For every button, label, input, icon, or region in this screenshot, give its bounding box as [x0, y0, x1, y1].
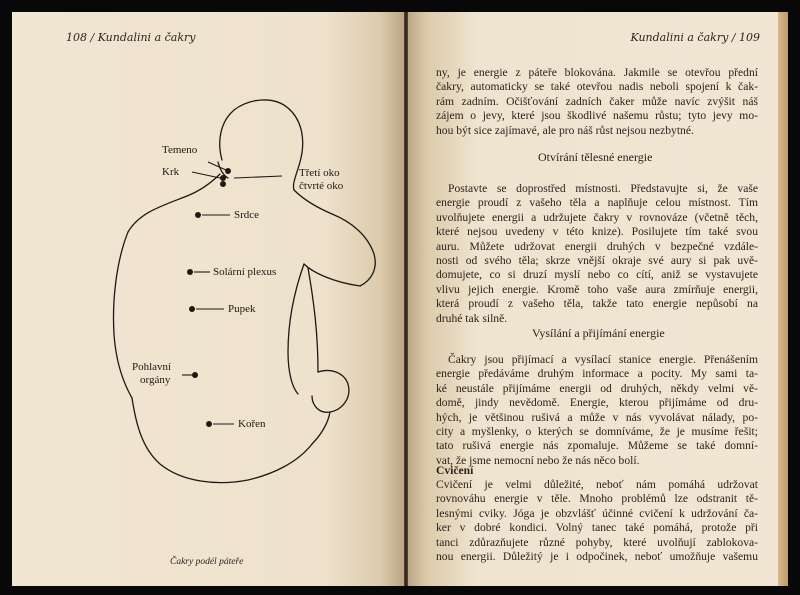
- text-line: domě, jindy nevědomě. Energie, kterou přijímáme od dru-: [436, 396, 758, 410]
- chakra-dot-krk: [220, 175, 226, 181]
- label-organy: orgány: [140, 374, 171, 386]
- text-line: Cvičení je velmi důležité, neboť nám pomáhá udržovat: [436, 478, 758, 491]
- text-line: ké neustále přijímáme energii od druhých, někdy velmi vě-: [436, 381, 758, 395]
- text-line: které nejsou uvedeny v této knize). Posilujete tím také svou: [436, 225, 758, 239]
- text-line: vat, že jsme nemocní nebo že nás něco bolí.: [436, 453, 640, 467]
- chakra-dot-pohlavni: [192, 372, 198, 378]
- chakra-points: [187, 168, 231, 427]
- chakra-dot-treti-oko: [220, 181, 226, 187]
- text-line: druhé tak silně.: [436, 311, 508, 325]
- section2-paragraph: [436, 353, 758, 468]
- text-line: lesnými cviky. Jóga je obzvlášť účinné cvičení k udržování ča-: [436, 506, 758, 520]
- text-line: rovnováhu energie v těle. Mnoho problémů lze odstranit tě-: [436, 492, 758, 506]
- text-line: zájem o jevy, které jsou škodlivé našemu růstu; tyto jevy mo-: [436, 109, 758, 123]
- intro-paragraph: [436, 66, 758, 138]
- right-page: [408, 12, 788, 586]
- text-line: nosti od svého těla; skrze vnější okraje své aury si pak uvě-: [436, 254, 758, 268]
- leader-lines: [182, 162, 282, 424]
- book-spread: [12, 12, 788, 586]
- text-line: čakry, automaticky se také otevřou nadis neboli spojení k čak-: [436, 80, 758, 94]
- body-outline-drawing: [12, 72, 404, 502]
- right-running-head: Kundalini a čakry / 109: [630, 31, 760, 44]
- text-line: Čakry jsou přijímací a vysílací stanice energie. Přenášením: [448, 353, 758, 366]
- chakra-dot-srdce: [195, 212, 201, 218]
- text-line: auru. Můžete udržovat energii druhých v bezpečné vzdále-: [436, 239, 758, 253]
- chakra-dot-pupek: [189, 306, 195, 312]
- chakra-dot-koren: [206, 421, 212, 427]
- text-line: uvolňujete energii a udržujete čakry v rovnováze (včetně těch,: [436, 210, 758, 224]
- text-line: tato rušivá energie nás zpomaluje. Můžeme se také domní-: [436, 439, 758, 453]
- text-line: city a myšlenky, o kterých se domníváme, že je musíme řešit;: [436, 425, 758, 439]
- text-line: ny, je energie z páteře blokována. Jakmile se otevřou přední: [436, 66, 758, 79]
- chakra-dot-solarni-plexus: [187, 269, 193, 275]
- chakra-figure: [12, 72, 404, 502]
- label-solarni-plexus: Solární plexus: [213, 266, 277, 278]
- label-pohlavni: Pohlavní: [132, 361, 172, 373]
- subheading-cviceni: Cvičení: [436, 464, 474, 477]
- text-line: hou být sice zajímavé, ale pro náš růst nejsou nezbytné.: [436, 123, 694, 137]
- text-line: Postavte se doprostřed místnosti. Představujte si, že vaše: [448, 182, 758, 195]
- text-line: hých, je většinou rušivá a může v nás vyvolávat nálady, po-: [436, 410, 758, 424]
- text-line: tanci zdůrazňujete různé pohyby, které uvolňují zablokova-: [436, 535, 758, 549]
- label-temeno: Temeno: [162, 144, 198, 156]
- left-page: [12, 12, 404, 586]
- label-srdce: Srdce: [234, 209, 260, 221]
- page-edge: [778, 12, 788, 586]
- text-line: vlivu jejich energie. Kromě toho vaše aura zmírňuje energii,: [436, 282, 758, 296]
- text-line: která proudí z vašeho těla, takže tato energie nepůsobí na: [436, 297, 758, 311]
- section3-paragraph: [436, 478, 758, 564]
- text-line: ker v dobré kondici. Volný tanec také pomáhá, protože při: [436, 521, 758, 535]
- figure-caption: Čakry podél páteře: [170, 557, 244, 567]
- label-koren: Kořen: [238, 418, 266, 430]
- heading-otvirani: Otvírání tělesné energie: [538, 150, 653, 164]
- label-krk: Krk: [162, 166, 180, 178]
- text-line: nou energii. Důležitý je i odpočinek, neboť umožňuje vašemu: [436, 550, 758, 564]
- text-line: domujete, co si druzí myslí nebo co cítí, aniž se vystavujete: [436, 268, 758, 282]
- label-pupek: Pupek: [228, 303, 256, 315]
- section1-paragraph: [436, 182, 758, 326]
- label-treti-oko: Třetí oko: [299, 167, 340, 179]
- chakra-dot-temeno: [225, 168, 231, 174]
- heading-vysilani: Vysílání a přijímání energie: [532, 326, 665, 340]
- label-ctvrte-oko: čtvrté oko: [299, 180, 344, 192]
- text-line: energie proudí z vašeho těla a naplňuje celou místnost. Tím: [436, 196, 758, 210]
- text-line: energie předáváme druhým informace a pocity. My sami ta-: [436, 367, 758, 381]
- text-line: rám zadním. Očišťování zadních čaker může navíc zvýšit náš: [436, 94, 758, 108]
- left-running-head: 108 / Kundalini a čakry: [66, 31, 196, 44]
